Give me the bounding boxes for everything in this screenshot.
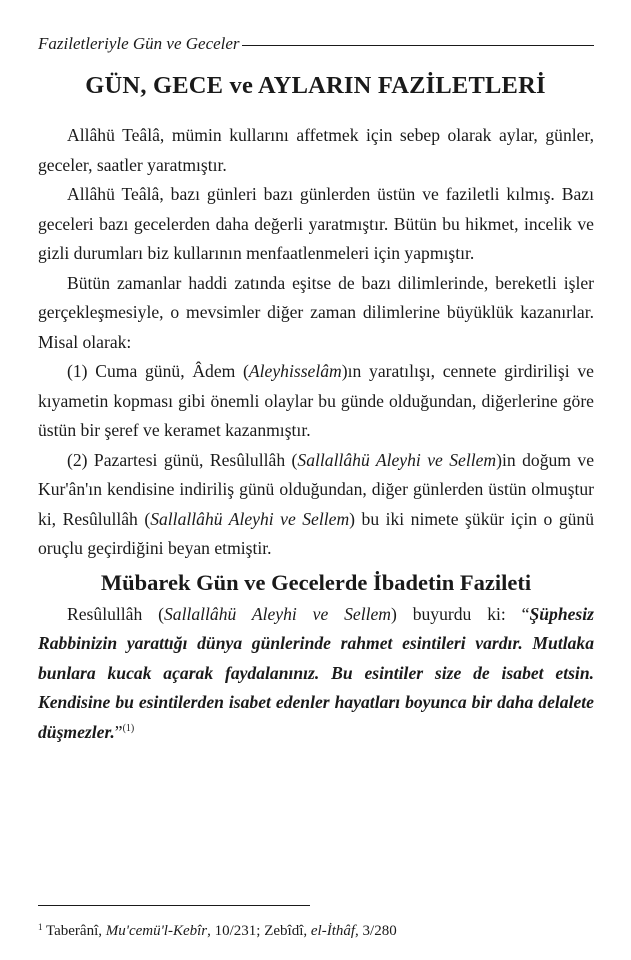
footnote-divider: [38, 905, 310, 906]
chapter-title: GÜN, GECE ve AYLARIN FAZİLETLERİ: [85, 72, 546, 99]
hadith-intro: Resûlullâh (: [67, 603, 164, 624]
hadith-intro-end: ) buyurdu ki: “: [391, 603, 530, 624]
footnote-mark: 1: [38, 922, 43, 932]
running-head-rule: [242, 45, 594, 46]
footnote-work-1: Mu'cemü'l-Kebîr: [105, 923, 208, 939]
paragraph-3: Bütün zamanlar haddi zatında eşitse de bazı dilimlerinde, bereketli işler gerçekleşmesiyle, o mevsimler diğer zaman dilimlerine büyüklük kazanırlar. Misal olarak:: [38, 272, 594, 352]
paragraph-1: Allâhü Teâlâ, mümin kullarını affetmek için sebep olarak aylar, günler, geceler, saatler yaratmıştır.: [38, 125, 594, 175]
hadith-quote: Şüphesiz Rabbinizin yarattığı dünya günlerinde rahmet esintileri vardır. Mutlaka bunlara kucak açarak faydalanınız. Bu esintiler size de isabet etsin. Kendisine bu esintilerden isabet edenler hayatları boyunca bir daha delalete düşmezler.: [38, 603, 594, 742]
monday-text-b: )in doğum ve Kur'ân'ın kendisine indiriliş günü olduğundan, diğer günlerden üstün olmuştur ki, Resûlullâh (: [38, 449, 595, 529]
paragraph-2: Allâhü Teâlâ, bazı günleri bazı günlerden üstün ve faziletli kılmış. Bazı geceleri bazı gecelerden daha değerli yaratmıştır. Bütün bu hikmet, incelik ve gizli durumları biz kullarının menfaatlenmeleri için yapmıştır.: [38, 184, 594, 263]
monday-honorific-2: Sallallâhü Aleyhi ve Sellem: [150, 508, 350, 529]
paragraph-monday: [38, 446, 594, 564]
monday-text-c: ) bu iki nimete şükür için o günü oruçlu geçirdiğini beyan etmiştir.: [38, 508, 595, 558]
paragraph-hadith: [38, 600, 594, 748]
footnote-text-b: , 10/231; Zebîdî,: [207, 923, 311, 939]
friday-text-a: (1) Cuma günü, Âdem (: [67, 361, 249, 381]
footnote: [38, 921, 598, 941]
footnote-reference[interactable]: (1): [122, 722, 135, 734]
friday-honorific: Aleyhisselâm: [248, 361, 342, 381]
paragraph-friday: [38, 357, 594, 446]
hadith-honorific: Sallallâhü Aleyhi ve Sellem: [163, 603, 391, 624]
body-text: [38, 121, 594, 747]
monday-text-a: (2) Pazartesi günü, Resûlullâh (: [67, 449, 298, 470]
monday-honorific-1: Sallallâhü Aleyhi ve Sellem: [297, 449, 497, 470]
footnote-text-c: , 3/280: [355, 923, 397, 939]
section-subtitle: Mübarek Gün ve Gecelerde İbadetin Fazileti: [100, 569, 532, 595]
footnote-work-2: el-İthâf: [310, 923, 356, 939]
hadith-close-quote: ”: [114, 721, 123, 742]
running-head-title: Faziletleriyle Gün ve Geceler: [38, 34, 240, 53]
running-head: [38, 34, 594, 54]
friday-text-b: )ın yaratılışı, cennete girdirilişi ve kıyametin kopması gibi önemli olaylar bu günde olduğundan, diğerlerine göre üstün bir şeref ve keramet kazanmıştır.: [38, 361, 594, 440]
footnote-text-a: Taberânî,: [42, 923, 106, 939]
